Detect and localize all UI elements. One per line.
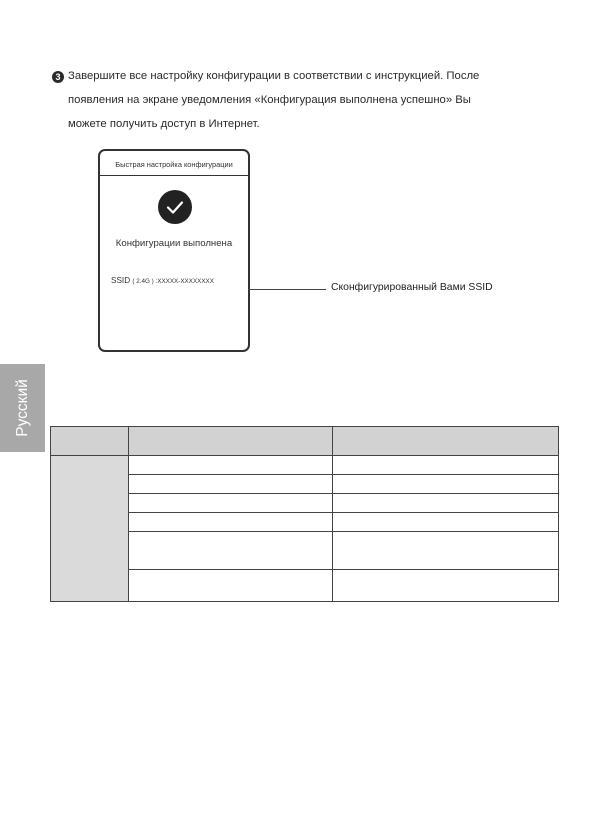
table-cell [333,570,559,602]
configuration-complete-text: Конфигурации выполнена [115,238,233,249]
table-header-cell [333,427,559,456]
ssid-line [111,276,214,285]
instruction-line-3: можете получить доступ в Интернет. [68,118,260,130]
table-cell [129,494,333,513]
table-cell [129,570,333,602]
instruction-paragraph [52,64,532,136]
phone-screen-header: Быстрая настройка конфигурации [100,151,248,176]
table-cell [333,475,559,494]
table-cell [333,532,559,570]
ssid-band: ( 2.4G ) : [132,278,158,285]
table-cell [333,513,559,532]
language-tab-label: Русский [13,379,31,437]
table-header-cell [51,427,129,456]
phone-screen-illustration [98,149,250,352]
ssid-label: SSID [111,276,131,285]
callout-leader-line [248,289,326,290]
table-header-cell [129,427,333,456]
checkmark-icon [158,190,192,224]
ssid-callout-label: Сконфигурированный Вами SSID [331,282,493,293]
table-side-cell [51,456,129,602]
instruction-text-1: Завершите все настройку конфигурации в соответствии с инструкцией. После [68,70,480,82]
table-cell [129,456,333,475]
language-side-tab [0,364,45,452]
table-row [51,456,559,475]
table-cell [333,494,559,513]
table-cell [129,513,333,532]
instruction-line-1 [52,64,532,88]
table-cell [333,456,559,475]
table-cell [129,532,333,570]
settings-table [50,426,559,602]
table-header-row [51,427,559,456]
ssid-value: XXXXX-XXXXXXXX [157,278,214,285]
instruction-line-2: появления на экране уведомления «Конфигурация выполнена успешно» Вы [68,94,471,106]
table-cell [129,475,333,494]
step-number-badge: 3 [52,71,64,83]
